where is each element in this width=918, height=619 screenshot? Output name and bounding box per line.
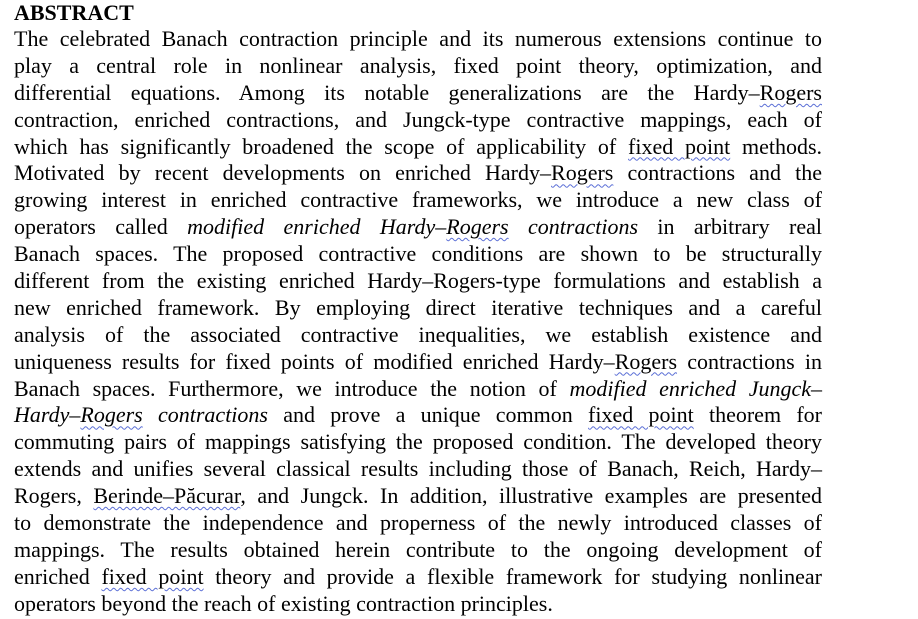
spellcheck-flagged-text: fixed point <box>588 402 694 428</box>
abstract-text: Hardy– <box>14 402 81 428</box>
abstract-line <box>14 160 822 187</box>
spellcheck-flagged-text: Rogers <box>614 348 678 374</box>
abstract-text: which has significantly broadened the scope of applicability of <box>14 133 629 159</box>
abstract-text: play a central role in nonlinear analysis, fixed point theory, optimization, and <box>14 52 822 78</box>
document-page <box>14 0 822 618</box>
spellcheck-flagged-text: Rogers <box>759 79 822 105</box>
abstract-text: in arbitrary real <box>638 214 822 240</box>
abstract-text: contractions in <box>677 348 822 374</box>
abstract-text: operators beyond the reach of existing contraction principles. <box>14 590 553 616</box>
abstract-text: methods. <box>730 133 823 159</box>
abstract-text: Banach spaces. The proposed contractive conditions are shown to be structurally <box>14 241 822 267</box>
abstract-text: modified enriched Hardy– <box>187 214 447 240</box>
abstract-text: modified enriched Jungck– <box>569 375 822 401</box>
abstract-line <box>14 537 822 564</box>
abstract-line <box>14 349 822 376</box>
abstract-text: Rogers, <box>14 483 94 509</box>
abstract-line <box>14 322 822 349</box>
abstract-text: theory and provide a flexible framework for studying nonlinear <box>203 563 823 589</box>
abstract-text: mappings. The results obtained herein contribute to the ongoing development of <box>14 536 822 562</box>
abstract-line <box>14 26 822 53</box>
abstract-line <box>14 295 822 322</box>
abstract-text: growing interest in enriched contractive frameworks, we introduce a new class of <box>14 187 822 213</box>
abstract-text: operators called <box>14 214 188 240</box>
abstract-line <box>14 376 822 403</box>
abstract-text: enriched <box>14 563 102 589</box>
abstract-line <box>14 564 822 591</box>
abstract-text: extends and unifies several classical results including those of Banach, Reich, Hardy– <box>14 456 822 482</box>
abstract-text: The celebrated Banach contraction principle and its numerous extensions continue to <box>14 26 822 51</box>
abstract-text: uniqueness results for fixed points of modified enriched Hardy– <box>14 348 615 374</box>
abstract-line <box>14 187 822 214</box>
spellcheck-flagged-text: fixed point <box>101 563 204 589</box>
abstract-text: and prove a unique common <box>267 402 589 428</box>
abstract-line <box>14 53 822 80</box>
abstract-text: new enriched framework. By employing direct iterative techniques and a careful <box>14 294 822 320</box>
abstract-line <box>14 402 822 429</box>
spellcheck-flagged-text: Rogers <box>551 160 614 186</box>
abstract-line <box>14 510 822 537</box>
abstract-text: contractions and the <box>613 160 822 186</box>
spellcheck-flagged-text: Rogers <box>446 214 509 240</box>
abstract-line <box>14 241 822 268</box>
abstract-body <box>14 26 822 618</box>
abstract-text: analysis of the associated contractive inequalities, we establish existence and <box>14 321 822 347</box>
abstract-text: different from the existing enriched Hardy–Rogers-type formulations and establish a <box>14 268 822 294</box>
abstract-text: Banach spaces. Furthermore, we introduce the notion of <box>14 375 570 401</box>
abstract-line <box>14 591 822 618</box>
abstract-line <box>14 80 822 107</box>
abstract-text: commuting pairs of mappings satisfying the proposed condition. The developed theory <box>14 429 822 455</box>
abstract-line <box>14 456 822 483</box>
spellcheck-flagged-text: Berinde–Păcurar <box>93 483 241 509</box>
abstract-line <box>14 134 822 161</box>
abstract-line <box>14 268 822 295</box>
abstract-text: to demonstrate the independence and properness of the newly introduced classes of <box>14 510 822 536</box>
abstract-text: contractions <box>142 402 268 428</box>
abstract-text: contractions <box>508 214 639 240</box>
spellcheck-flagged-text: fixed point <box>628 133 731 159</box>
abstract-text: contraction, enriched contractions, and Jungck-type contractive mappings, each of <box>14 106 822 132</box>
abstract-line <box>14 483 822 510</box>
abstract-line <box>14 429 822 456</box>
abstract-heading: ABSTRACT <box>14 0 134 25</box>
abstract-text: theorem for <box>693 402 822 428</box>
spellcheck-flagged-text: Rogers <box>80 402 143 428</box>
abstract-line <box>14 214 822 241</box>
abstract-line <box>14 107 822 134</box>
abstract-text: differential equations. Among its notable generalizations are the Hardy– <box>14 79 760 105</box>
abstract-text: Motivated by recent developments on enriched Hardy– <box>14 160 552 186</box>
abstract-text: , and Jungck. In addition, illustrative examples are presented <box>240 483 823 509</box>
